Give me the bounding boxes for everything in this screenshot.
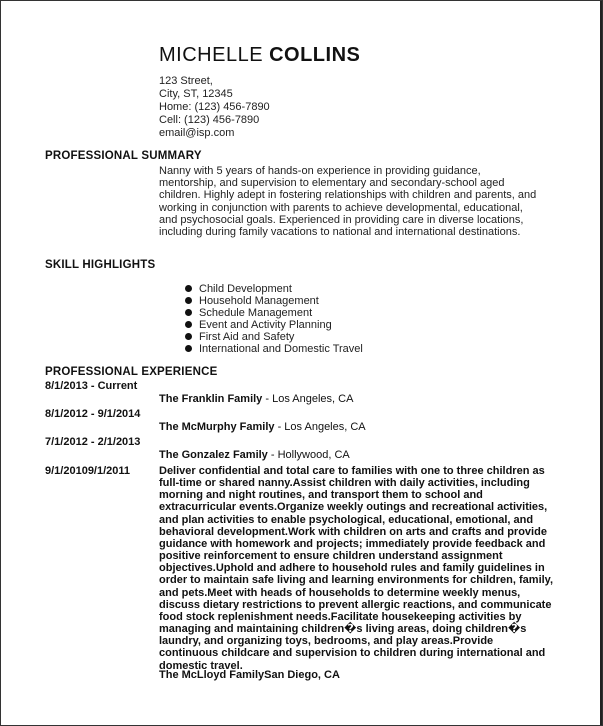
job-employer — [159, 393, 353, 405]
summary-heading: PROFESSIONAL SUMMARY — [45, 150, 202, 162]
job-dates: 7/1/2012 - 2/1/2013 — [45, 436, 141, 448]
skill-item: First Aid and Safety — [183, 331, 363, 343]
employer-location: - Los Angeles, CA — [262, 393, 354, 405]
skills-list — [183, 283, 363, 355]
candidate-name — [159, 44, 360, 67]
first-name: MICHELLE — [159, 44, 264, 66]
job-employer — [159, 421, 366, 433]
contact-block — [159, 75, 270, 140]
employer-location: - Hollywood, CA — [267, 449, 350, 461]
employer-name: The Gonzalez Family — [159, 449, 268, 461]
job-description: Deliver confidential and total care to families with one to three children as full-time or shared nanny.Assist children with daily activities, including morning and night routines, and transport them to school and extracurricular events.Organize weekly outings and recreational activities, and plan activities to enable psychological, educational, emotional, and behavioral development.Work with children on arts and crafts and provide guidance with homework and projects; immediately provide feedback and positive reinforcement to ensure children understand assignment objectives.Uphold and adhere to household rules and family guidelines in order to maintain safe living and learning environments for children, family, and pets.Meet with heads of households to determine weekly menus, discuss dietary restrictions to prevent allergic reactions, and communicate food stock replenishment needs.Facilitate housekeeping activities by managing and maintaining children�s living areas, doing children�s laundry, and organizing toys, bedrooms, and play areas.Provide continuous childcare and supervision to children during international and domestic travel. — [159, 465, 554, 672]
email: email@isp.com — [159, 127, 235, 139]
job-dates: 8/1/2012 - 9/1/2014 — [45, 408, 141, 420]
skill-item: Household Management — [183, 295, 363, 307]
skill-item: International and Domestic Travel — [183, 343, 363, 355]
job-dates: 9/1/20109/1/2011 — [45, 465, 131, 477]
skill-item: Child Development — [183, 283, 363, 295]
job-employer: The McLloyd FamilySan Diego, CA — [159, 669, 340, 681]
employer-name: The Franklin Family — [159, 393, 263, 405]
home-phone: Home: (123) 456-7890 — [159, 101, 270, 113]
summary-text: Nanny with 5 years of hands-on experience in providing guidance, mentorship, and supervision to elementary and secondary-school aged children. Highly adept in fostering relationships with children and parents, and working in conjunction with parents to achieve developmental, educational, and psychosocial goals. Experienced in providing care in diverse locations, including during family vacations to national and international destinations. — [159, 165, 537, 239]
city-line: City, ST, 12345 — [159, 88, 233, 100]
employer-name: The McMurphy Family — [159, 421, 275, 433]
skills-heading: SKILL HIGHLIGHTS — [45, 259, 156, 271]
experience-heading: PROFESSIONAL EXPERIENCE — [45, 366, 218, 378]
cell-phone: Cell: (123) 456-7890 — [159, 114, 260, 126]
address-line: 123 Street, — [159, 75, 213, 87]
last-name: COLLINS — [269, 44, 361, 66]
employer-location: - Los Angeles, CA — [274, 421, 366, 433]
skill-item: Schedule Management — [183, 307, 363, 319]
job-employer — [159, 449, 350, 461]
skill-item: Event and Activity Planning — [183, 319, 363, 331]
job-dates: 8/1/2013 - Current — [45, 380, 138, 392]
